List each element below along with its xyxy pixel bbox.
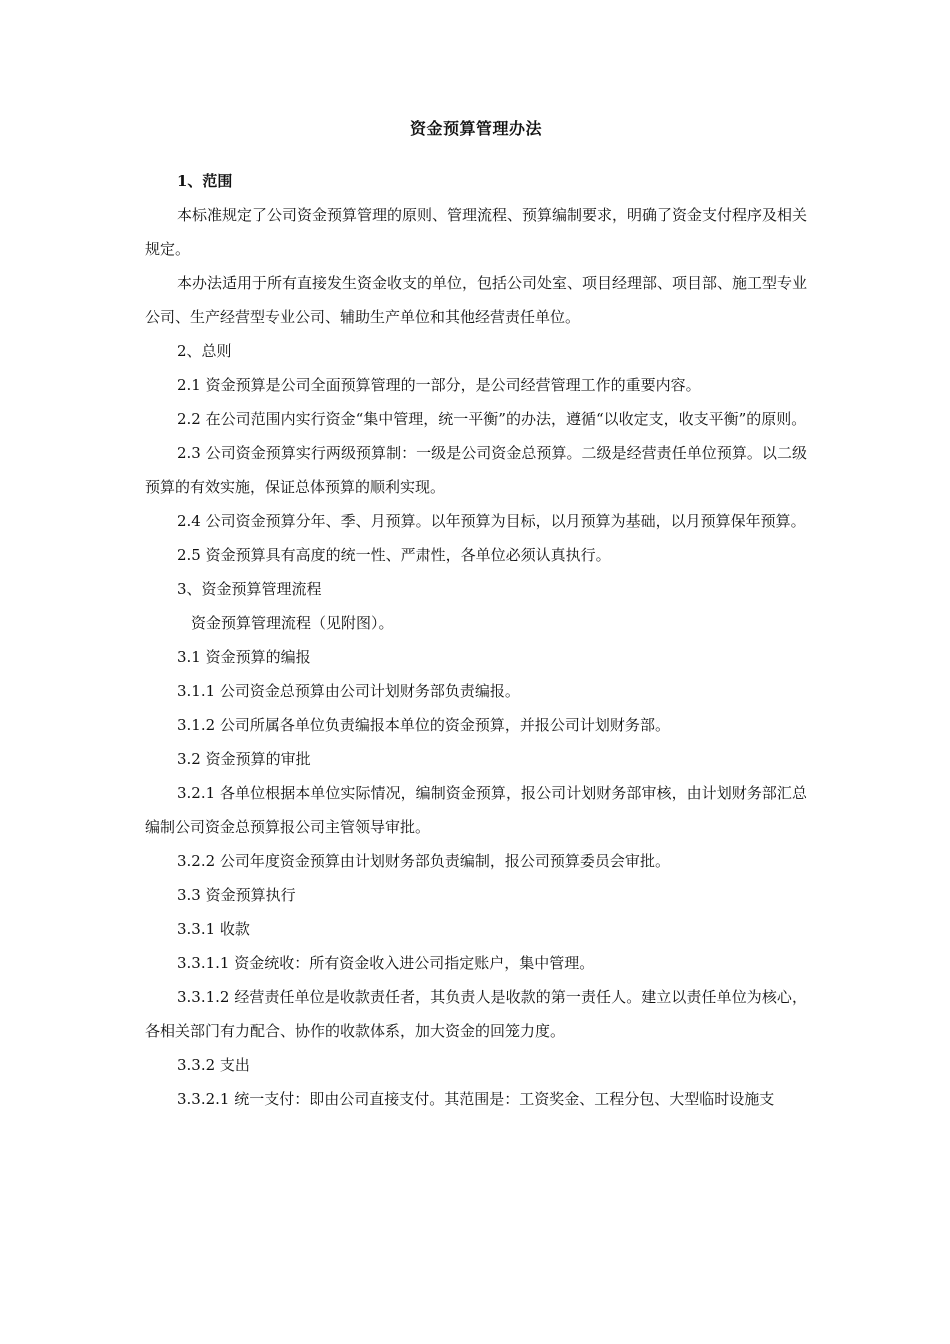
- paragraph: 3.1.2 公司所属各单位负责编报本单位的资金预算，并报公司计划财务部。: [177, 716, 670, 734]
- paragraph: 本标准规定了公司资金预算管理的原则、管理流程、预算编制要求，明确了资金支付程序及相关规定。: [145, 206, 808, 258]
- paragraph: 3.2.1 各单位根据本单位实际情况，编制资金预算，报公司计划财务部审核，由计划财务部汇总编制公司资金总预算报公司主管领导审批。: [145, 784, 807, 836]
- subsection-heading: 3.3.2 支出: [177, 1056, 250, 1074]
- section-heading: 2、总则: [177, 342, 232, 360]
- subsection-heading: 3.2 资金预算的审批: [177, 750, 311, 768]
- subsection-heading: 3.1 资金预算的编报: [177, 648, 311, 666]
- paragraph: 2.3 公司资金预算实行两级预算制：一级是公司资金总预算。二级是经营责任单位预算。以二级预算的有效实施，保证总体预算的顺利实现。: [145, 444, 807, 496]
- section-heading: 3、资金预算管理流程: [177, 580, 322, 598]
- paragraph: 资金预算管理流程（见附图）。: [191, 614, 394, 632]
- paragraph: 2.4 公司资金预算分年、季、月预算。以年预算为目标，以月预算为基础，以月预算保年预算。: [177, 512, 806, 530]
- paragraph: 2.1 资金预算是公司全面预算管理的一部分，是公司经营管理工作的重要内容。: [177, 376, 701, 394]
- subsection-heading: 3.3.1 收款: [177, 920, 250, 938]
- paragraph: 3.3.1.1 资金统收：所有资金收入进公司指定账户，集中管理。: [177, 954, 595, 972]
- paragraph: 3.3.1.2 经营责任单位是收款责任者，其负责人是收款的第一责任人。建立以责任单位为核心，各相关部门有力配合、协作的收款体系，加大资金的回笼力度。: [145, 988, 807, 1040]
- section-heading: 1、范围: [177, 172, 233, 190]
- document-body: [145, 164, 807, 1116]
- document-page: [145, 118, 807, 1116]
- paragraph: 3.2.2 公司年度资金预算由计划财务部负责编制，报公司预算委员会审批。: [177, 852, 670, 870]
- paragraph: 2.5 资金预算具有高度的统一性、严肃性，各单位必须认真执行。: [177, 546, 611, 564]
- paragraph: 3.1.1 公司资金总预算由公司计划财务部负责编报。: [177, 682, 520, 700]
- paragraph: 2.2 在公司范围内实行资金“集中管理，统一平衡”的办法，遵循“以收定支，收支平衡”的原则。: [177, 410, 807, 428]
- subsection-heading: 3.3 资金预算执行: [177, 886, 296, 904]
- paragraph: 本办法适用于所有直接发生资金收支的单位，包括公司处室、项目经理部、项目部、施工型专业公司、生产经营型专业公司、辅助生产单位和其他经营责任单位。: [145, 274, 808, 326]
- paragraph: 3.3.2.1 统一支付：即由公司直接支付。其范围是：工资奖金、工程分包、大型临时设施支: [177, 1090, 775, 1108]
- document-title: 资金预算管理办法: [409, 119, 542, 138]
